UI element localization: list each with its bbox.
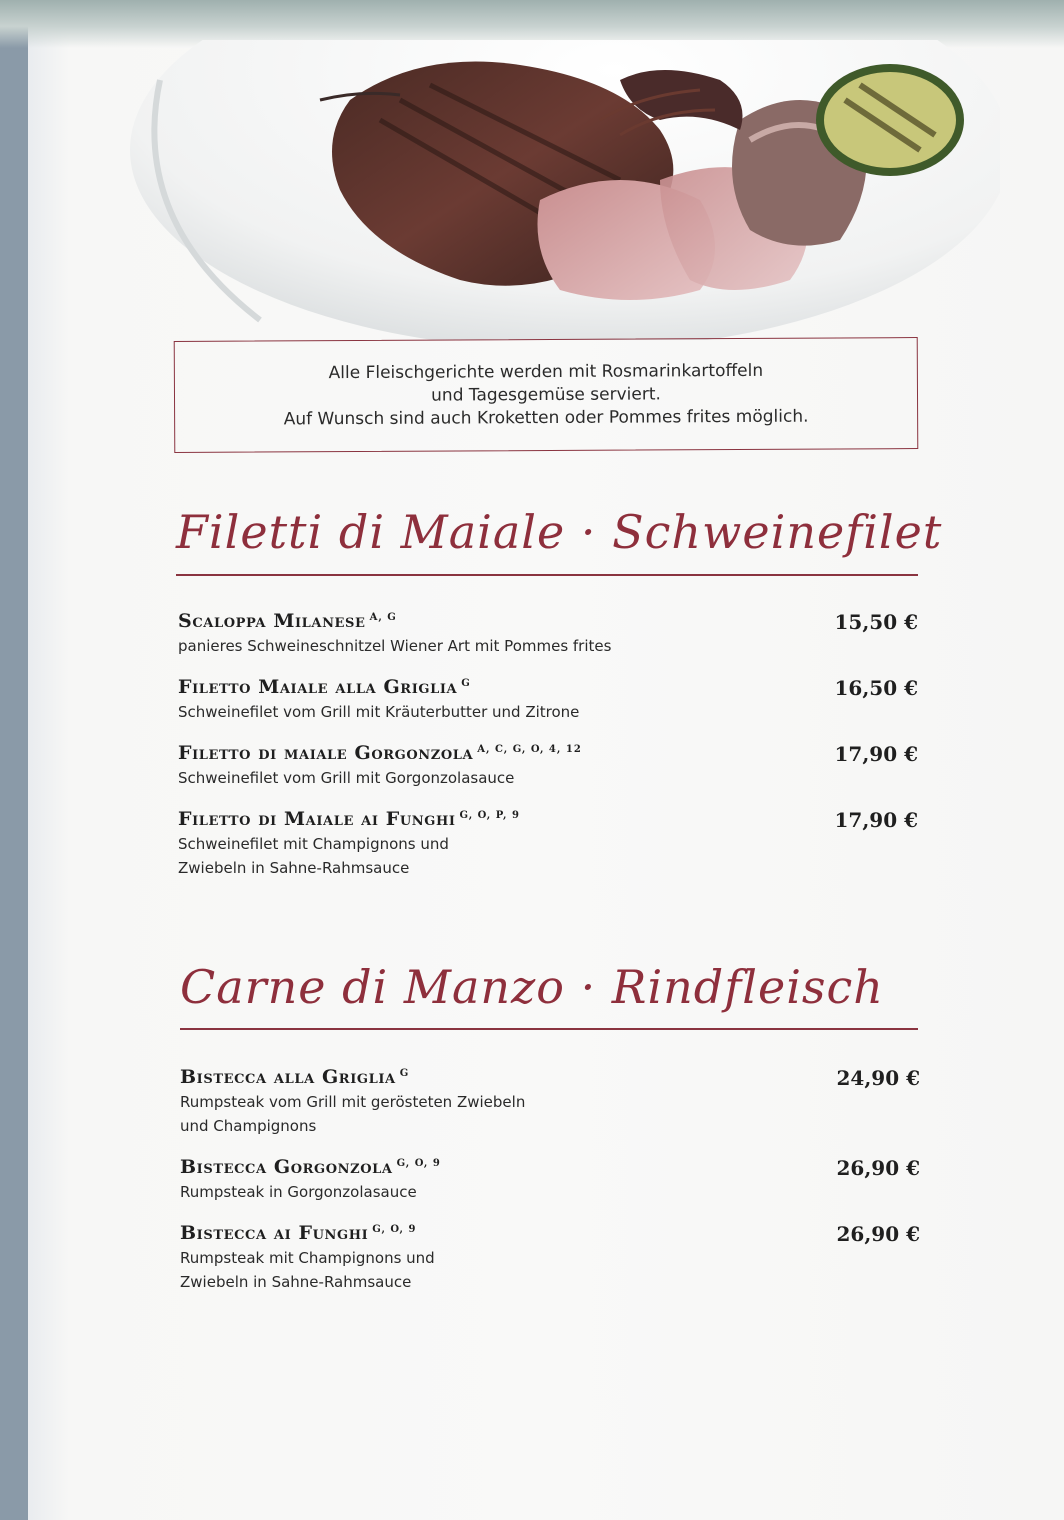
item-description: Rumpsteak mit Champignons und	[180, 1249, 435, 1267]
steak-plate-photo	[100, 40, 1000, 340]
item-name: Filetto di maiale Gorgonzola	[178, 742, 474, 764]
item-name: Filetto di Maiale ai Funghi	[178, 808, 456, 830]
menu-item	[180, 1066, 920, 1138]
item-price: 26,90 €	[836, 1156, 920, 1180]
item-allergens: G	[461, 678, 471, 689]
section-divider-pork	[176, 574, 918, 576]
item-description-line-2: und Champignons	[180, 1117, 317, 1135]
item-price: 15,50 €	[834, 610, 918, 634]
section-title-beef: Carne di Manzo · Rindfleisch	[180, 960, 884, 1014]
item-name: Bistecca ai Funghi	[180, 1222, 369, 1244]
menu-item	[178, 808, 918, 880]
menu-item	[178, 610, 918, 658]
section-title-pork: Filetti di Maiale · Schweinefilet	[176, 505, 943, 559]
item-allergens: A, G	[369, 612, 397, 623]
item-name: Filetto Maiale alla Griglia	[178, 676, 458, 698]
item-description: Schweinefilet vom Grill mit Gorgonzolasauce	[178, 769, 515, 787]
item-price: 17,90 €	[834, 742, 918, 766]
item-description: Schweinefilet mit Champignons und	[178, 835, 449, 853]
notice-line-1: Alle Fleischgerichte werden mit Rosmarinkartoffeln	[328, 360, 764, 383]
item-description: Schweinefilet vom Grill mit Kräuterbutter und Zitrone	[178, 703, 580, 721]
item-allergens: A, C, G, O, 4, 12	[477, 744, 582, 755]
item-price: 16,50 €	[834, 676, 918, 700]
notice-line-2: und Tagesgemüse serviert.	[431, 383, 661, 406]
menu-item	[180, 1156, 920, 1204]
menu-item	[178, 676, 918, 724]
item-name: Bistecca Gorgonzola	[180, 1156, 393, 1178]
section-divider-beef	[180, 1028, 918, 1030]
item-description-line-2: Zwiebeln in Sahne-Rahmsauce	[180, 1273, 412, 1291]
notice-line-3: Auf Wunsch sind auch Kroketten oder Pommes frites möglich.	[283, 406, 809, 429]
item-allergens: G, O, P, 9	[459, 810, 520, 821]
item-description: Rumpsteak in Gorgonzolasauce	[180, 1183, 417, 1201]
item-name: Scaloppa Milanese	[178, 610, 366, 632]
item-price: 26,90 €	[836, 1222, 920, 1246]
item-allergens: G, O, 9	[396, 1158, 441, 1169]
item-name: Bistecca alla Griglia	[180, 1066, 396, 1088]
item-price: 17,90 €	[834, 808, 918, 832]
item-description: Rumpsteak vom Grill mit gerösteten Zwiebeln	[180, 1093, 526, 1111]
item-description-line-2: Zwiebeln in Sahne-Rahmsauce	[178, 859, 410, 877]
item-price: 24,90 €	[836, 1066, 920, 1090]
item-description: panieres Schweineschnitzel Wiener Art mit Pommes frites	[178, 637, 612, 655]
side-dish-notice	[174, 337, 919, 453]
menu-item	[178, 742, 918, 790]
menu-item	[180, 1222, 920, 1294]
item-allergens: G, O, 9	[372, 1224, 417, 1235]
item-allergens: G	[399, 1068, 410, 1079]
